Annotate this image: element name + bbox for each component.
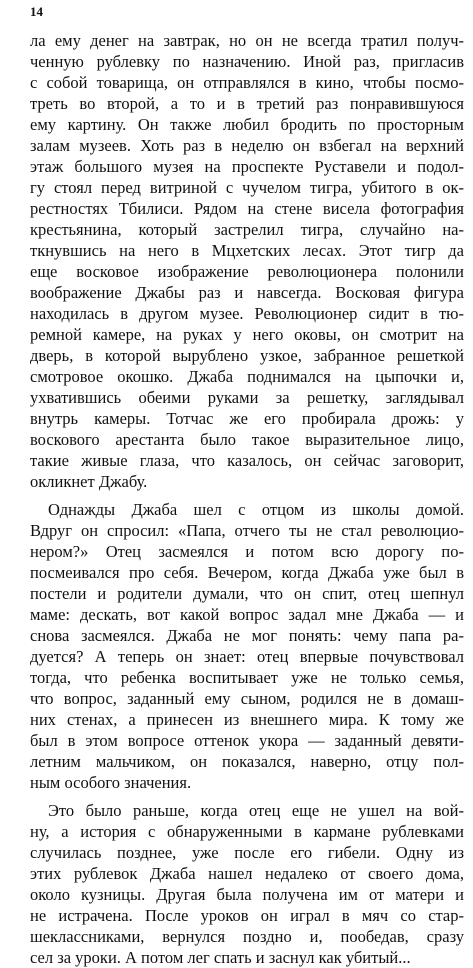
- text-line: ну, а история с обнаруженными в кармане рублевками: [30, 822, 464, 841]
- text-line: Вдруг он спросил: «Папа, отчего ты не стал революцио-: [30, 521, 464, 540]
- text-line: Однажды Джаба шел с отцом из школы домой.: [48, 500, 464, 519]
- text-line: Это было раньше, когда отец еще не ушел на вой-: [48, 801, 464, 820]
- text-line: не истрачена. После уроков он играл в мяч со стар-: [30, 906, 464, 925]
- text-line: смотровое окошко. Джаба поднимался на цыпочки и,: [30, 367, 464, 386]
- text-line: посмеивался про себя. Вечером, когда Джаба уже был в: [30, 563, 464, 582]
- text-line: крестьянина, который застрелил тигра, случайно на-: [30, 220, 464, 239]
- paragraph: [30, 499, 464, 793]
- text-line: воскового арестанта было такое выразительное лицо,: [30, 430, 464, 449]
- text-line: около кузницы. Другая была получена им от матери и: [30, 885, 464, 904]
- text-line: снова засмеялся. Джаба не мог понять: чему папа ра-: [30, 626, 464, 645]
- text-line: треть во второй, а то и в третий раз понравившуюся: [30, 94, 464, 113]
- text-line: постели и родители думали, что он спит, отец шепнул: [30, 584, 464, 603]
- text-line: ным особого значения.: [30, 773, 192, 792]
- text-line: рестностях Тбилиси. Рядом на стене висела фотография: [30, 199, 464, 218]
- text-line: ремной камере, на руках у него оковы, он смотрит на: [30, 325, 464, 344]
- text-line: ла ему денег на завтрак, но он не всегда тратил получ-: [30, 31, 464, 50]
- text-line: маме: дескать, вот какой вопрос задал мне Джаба — и: [30, 605, 464, 624]
- text-line: был в этом вопросе оттенок укора — заданный девяти-: [30, 731, 464, 750]
- text-line: воображение Джабы раз и навсегда. Восковая фигура: [30, 283, 464, 302]
- text-line: этаж большого музея на проспекте Руставели и подол-: [30, 157, 464, 176]
- text-line: случилась позднее, уже после его гибели. Одну из: [30, 843, 464, 862]
- text-line: с собой товарища, он отправлялся в кино, чтобы посмо-: [30, 73, 464, 92]
- text-line: сел за уроки. А потом лег спать и заснул как убитый...: [30, 948, 411, 967]
- text-line: находилась в другом музее. Революционер сидит в тю-: [30, 304, 464, 323]
- text-line: дверь, в которой вырублено узкое, забранное решеткой: [30, 346, 464, 365]
- text-line: тогда, что ребенка воспитывает уже не только семья,: [30, 668, 464, 687]
- text-line: ухватившись обеими руками за решетку, заглядывал: [30, 388, 464, 407]
- text-line: что вопрос, заданный ему сыном, родился не в домаш-: [30, 689, 464, 708]
- text-line: окликнет Джабу.: [30, 472, 148, 491]
- text-line: ему картину. Он также любил бродить по просторным: [30, 115, 464, 134]
- paragraph: [30, 800, 464, 968]
- text-line: еще восковое изображение революционера полонили: [30, 262, 464, 281]
- text-line: нером?» Отец засмеялся и потом всю дорогу по-: [30, 542, 464, 561]
- text-line: них стенах, а принесен из внешнего мира. К тому же: [30, 710, 464, 729]
- page-number: 14: [30, 4, 43, 19]
- text-line: шеклассниками, вернулся поздно и, пообедав, сразу: [30, 927, 464, 946]
- text-line: летним мальчиком, он показался, наверно, отцу пол-: [30, 752, 464, 771]
- text-line: дуется? А теперь он знает: отец впервые почувствовал: [30, 647, 464, 666]
- text-line: этих рублевок Джаба нашел недалеко от своего дома,: [30, 864, 464, 883]
- text-line: внутрь камеры. Тотчас же его пробирала дрожь: у: [30, 409, 464, 428]
- text-line: ткнувшись на него в Мцхетских лесах. Этот тигр да: [30, 241, 464, 260]
- text-line: гу стоял перед витриной с чучелом тигра, убитого в ок-: [30, 178, 464, 197]
- paragraph: [30, 30, 464, 492]
- page-body: [30, 30, 464, 968]
- text-line: залам музеев. Хоть раз в неделю он взбегал на верхний: [30, 136, 464, 155]
- text-line: ченную рублевку по назначению. Иной раз, пригласив: [30, 52, 464, 71]
- text-line: такие живые глаза, что казалось, он сейчас заговорит,: [30, 451, 464, 470]
